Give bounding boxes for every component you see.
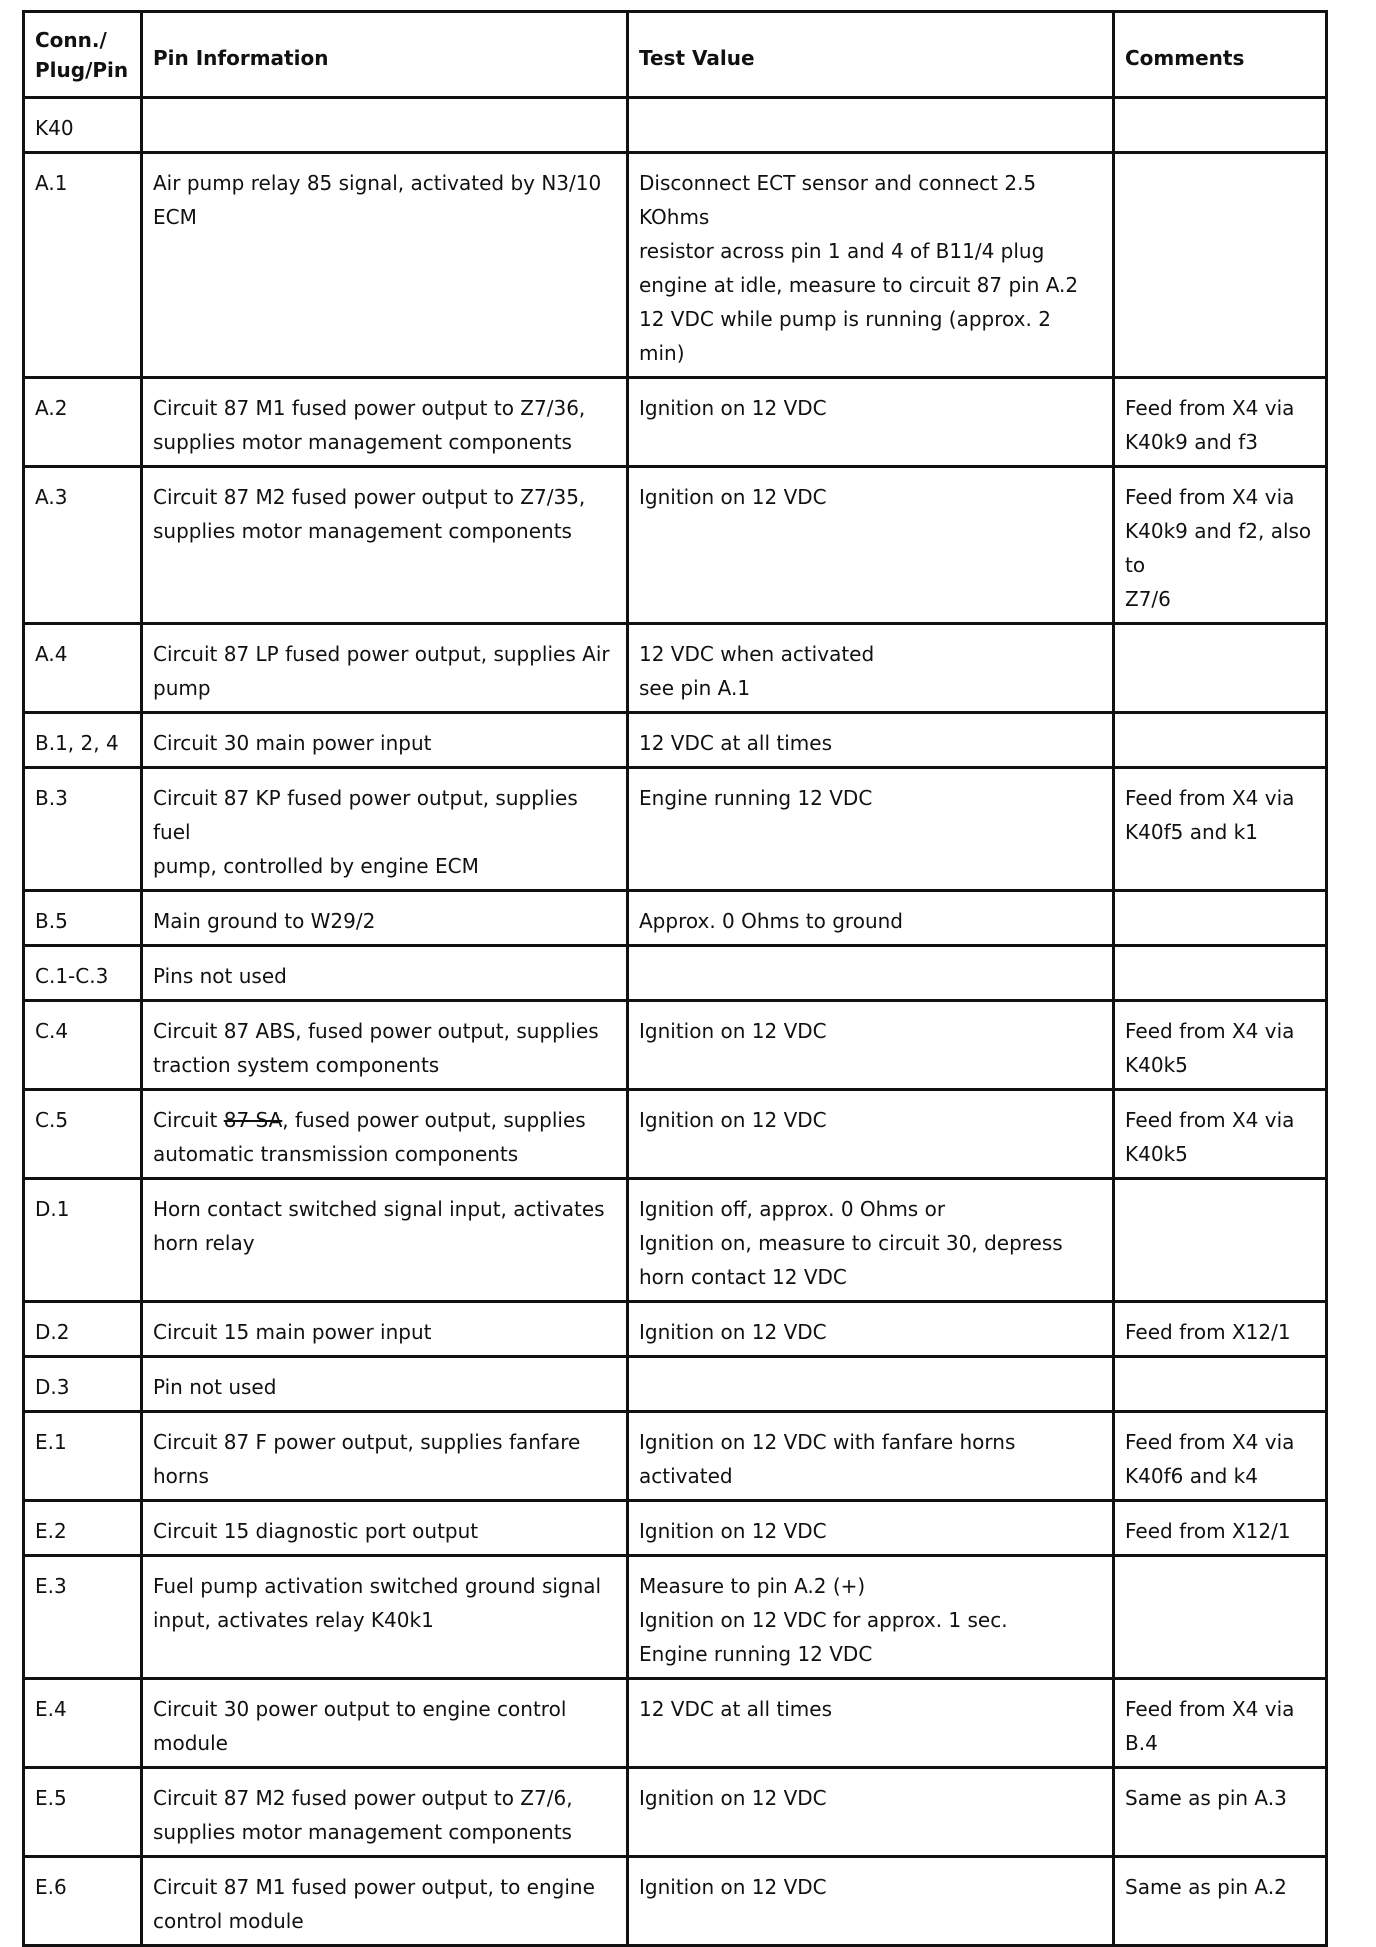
test-value-cell: Ignition on 12 VDC (628, 1090, 1114, 1179)
pin-information-cell: Circuit 15 main power input (142, 1302, 628, 1357)
conn-plug-pin-cell: B.3 (24, 768, 142, 891)
header-comments: Comments (1114, 12, 1327, 98)
conn-plug-pin-cell: E.1 (24, 1412, 142, 1501)
pin-information-cell: Circuit 87 LP fused power output, supplies Air pump (142, 624, 628, 713)
pin-test-table (22, 10, 1328, 1947)
conn-plug-pin-cell: A.2 (24, 378, 142, 467)
pin-information-cell: Air pump relay 85 signal, activated by N3/10 ECM (142, 153, 628, 378)
comments-cell: Feed from X4 via B.4 (1114, 1679, 1327, 1768)
comments-cell: Same as pin A.2 (1114, 1857, 1327, 1946)
header-conn-plug-pin: Conn./ Plug/Pin (24, 12, 142, 98)
comments-cell (1114, 1357, 1327, 1412)
comments-cell: Feed from X4 via K40k9 and f2, also to Z7/6 (1114, 467, 1327, 624)
test-value-cell: Approx. 0 Ohms to ground (628, 891, 1114, 946)
test-value-cell: 12 VDC when activated see pin A.1 (628, 624, 1114, 713)
table-row (24, 98, 1327, 153)
pin-information-cell: Circuit 87 M2 fused power output to Z7/35, supplies motor management components (142, 467, 628, 624)
conn-plug-pin-cell: C.4 (24, 1001, 142, 1090)
comments-cell (1114, 624, 1327, 713)
test-value-cell: 12 VDC at all times (628, 713, 1114, 768)
comments-cell: Feed from X12/1 (1114, 1302, 1327, 1357)
pin-information-cell: Circuit 87 M1 fused power output, to engine control module (142, 1857, 628, 1946)
test-value-cell (628, 1357, 1114, 1412)
conn-plug-pin-cell: B.5 (24, 891, 142, 946)
conn-plug-pin-cell: E.4 (24, 1679, 142, 1768)
pin-information-cell: Circuit 30 power output to engine control module (142, 1679, 628, 1768)
pin-info-text: , fused power output, supplies automatic transmission components (153, 1108, 586, 1166)
conn-plug-pin-cell: C.5 (24, 1090, 142, 1179)
table-row (24, 1501, 1327, 1556)
test-value-cell: Ignition on 12 VDC (628, 1001, 1114, 1090)
table-row (24, 624, 1327, 713)
pin-information-cell: Circuit 15 diagnostic port output (142, 1501, 628, 1556)
table-row (24, 1357, 1327, 1412)
conn-plug-pin-cell: A.4 (24, 624, 142, 713)
test-value-cell: Measure to pin A.2 (+) Ignition on 12 VDC for approx. 1 sec. Engine running 12 VDC (628, 1556, 1114, 1679)
header-row (24, 12, 1327, 98)
pin-information-cell: Circuit 87 M2 fused power output to Z7/6, supplies motor management components (142, 1768, 628, 1857)
comments-cell (1114, 1556, 1327, 1679)
test-value-cell: Disconnect ECT sensor and connect 2.5 KOhms resistor across pin 1 and 4 of B11/4 plug engine at idle, measure to circuit 87 pin A.2 12 VDC while pump is running (approx. 2 min) (628, 153, 1114, 378)
table-row (24, 1679, 1327, 1768)
conn-plug-pin-cell: A.3 (24, 467, 142, 624)
conn-plug-pin-cell: D.2 (24, 1302, 142, 1357)
table-row (24, 1412, 1327, 1501)
header-test-value: Test Value (628, 12, 1114, 98)
table-row (24, 1857, 1327, 1946)
conn-plug-pin-cell: C.1-C.3 (24, 946, 142, 1001)
pin-information-cell: Circuit 87 F power output, supplies fanfare horns (142, 1412, 628, 1501)
pin-info-text: Circuit (153, 1108, 224, 1132)
test-value-cell: Ignition on 12 VDC with fanfare horns activated (628, 1412, 1114, 1501)
conn-plug-pin-cell: K40 (24, 98, 142, 153)
pin-information-cell: Pins not used (142, 946, 628, 1001)
struck-circuit-text: 87 SA (223, 1108, 283, 1132)
conn-plug-pin-cell: E.3 (24, 1556, 142, 1679)
conn-plug-pin-cell: D.3 (24, 1357, 142, 1412)
comments-cell: Feed from X4 via K40k5 (1114, 1090, 1327, 1179)
conn-plug-pin-cell: B.1, 2, 4 (24, 713, 142, 768)
pin-information-cell (142, 98, 628, 153)
comments-cell: Same as pin A.3 (1114, 1768, 1327, 1857)
table-row (24, 891, 1327, 946)
table-body (24, 98, 1327, 1946)
test-value-cell: Ignition on 12 VDC (628, 1501, 1114, 1556)
conn-plug-pin-cell: E.6 (24, 1857, 142, 1946)
header-pin-information: Pin Information (142, 12, 628, 98)
test-value-cell: 12 VDC at all times (628, 1679, 1114, 1768)
test-value-cell: Ignition off, approx. 0 Ohms or Ignition on, measure to circuit 30, depress horn contact 12 VDC (628, 1179, 1114, 1302)
table-row (24, 1302, 1327, 1357)
test-value-cell: Ignition on 12 VDC (628, 467, 1114, 624)
conn-plug-pin-cell: E.5 (24, 1768, 142, 1857)
pin-information-cell: Circuit 87 ABS, fused power output, supplies traction system components (142, 1001, 628, 1090)
table-row (24, 378, 1327, 467)
comments-cell (1114, 891, 1327, 946)
test-value-cell (628, 946, 1114, 1001)
table-row (24, 768, 1327, 891)
test-value-cell: Engine running 12 VDC (628, 768, 1114, 891)
pin-information-cell: Horn contact switched signal input, activates horn relay (142, 1179, 628, 1302)
table-row (24, 1556, 1327, 1679)
comments-cell: Feed from X4 via K40k9 and f3 (1114, 378, 1327, 467)
comments-cell: Feed from X4 via K40k5 (1114, 1001, 1327, 1090)
table-row (24, 153, 1327, 378)
table-row (24, 713, 1327, 768)
table-row (24, 1768, 1327, 1857)
comments-cell (1114, 153, 1327, 378)
table-row (24, 946, 1327, 1001)
pin-information-cell: Fuel pump activation switched ground signal input, activates relay K40k1 (142, 1556, 628, 1679)
table-row (24, 1179, 1327, 1302)
test-value-cell: Ignition on 12 VDC (628, 1302, 1114, 1357)
pin-information-cell: Circuit 87 KP fused power output, supplies fuel pump, controlled by engine ECM (142, 768, 628, 891)
comments-cell (1114, 946, 1327, 1001)
conn-plug-pin-cell: A.1 (24, 153, 142, 378)
table-row (24, 1090, 1327, 1179)
pin-information-cell: Circuit 87 M1 fused power output to Z7/36, supplies motor management components (142, 378, 628, 467)
conn-plug-pin-cell: D.1 (24, 1179, 142, 1302)
comments-cell (1114, 98, 1327, 153)
comments-cell (1114, 1179, 1327, 1302)
table-row (24, 1001, 1327, 1090)
pin-information-cell: Circuit 30 main power input (142, 713, 628, 768)
test-value-cell: Ignition on 12 VDC (628, 378, 1114, 467)
pin-information-cell: Pin not used (142, 1357, 628, 1412)
comments-cell (1114, 713, 1327, 768)
pin-information-cell: Main ground to W29/2 (142, 891, 628, 946)
comments-cell: Feed from X12/1 (1114, 1501, 1327, 1556)
comments-cell: Feed from X4 via K40f6 and k4 (1114, 1412, 1327, 1501)
conn-plug-pin-cell: E.2 (24, 1501, 142, 1556)
test-value-cell: Ignition on 12 VDC (628, 1857, 1114, 1946)
test-value-cell (628, 98, 1114, 153)
table-row (24, 467, 1327, 624)
comments-cell: Feed from X4 via K40f5 and k1 (1114, 768, 1327, 891)
test-value-cell: Ignition on 12 VDC (628, 1768, 1114, 1857)
pin-information-cell (142, 1090, 628, 1179)
